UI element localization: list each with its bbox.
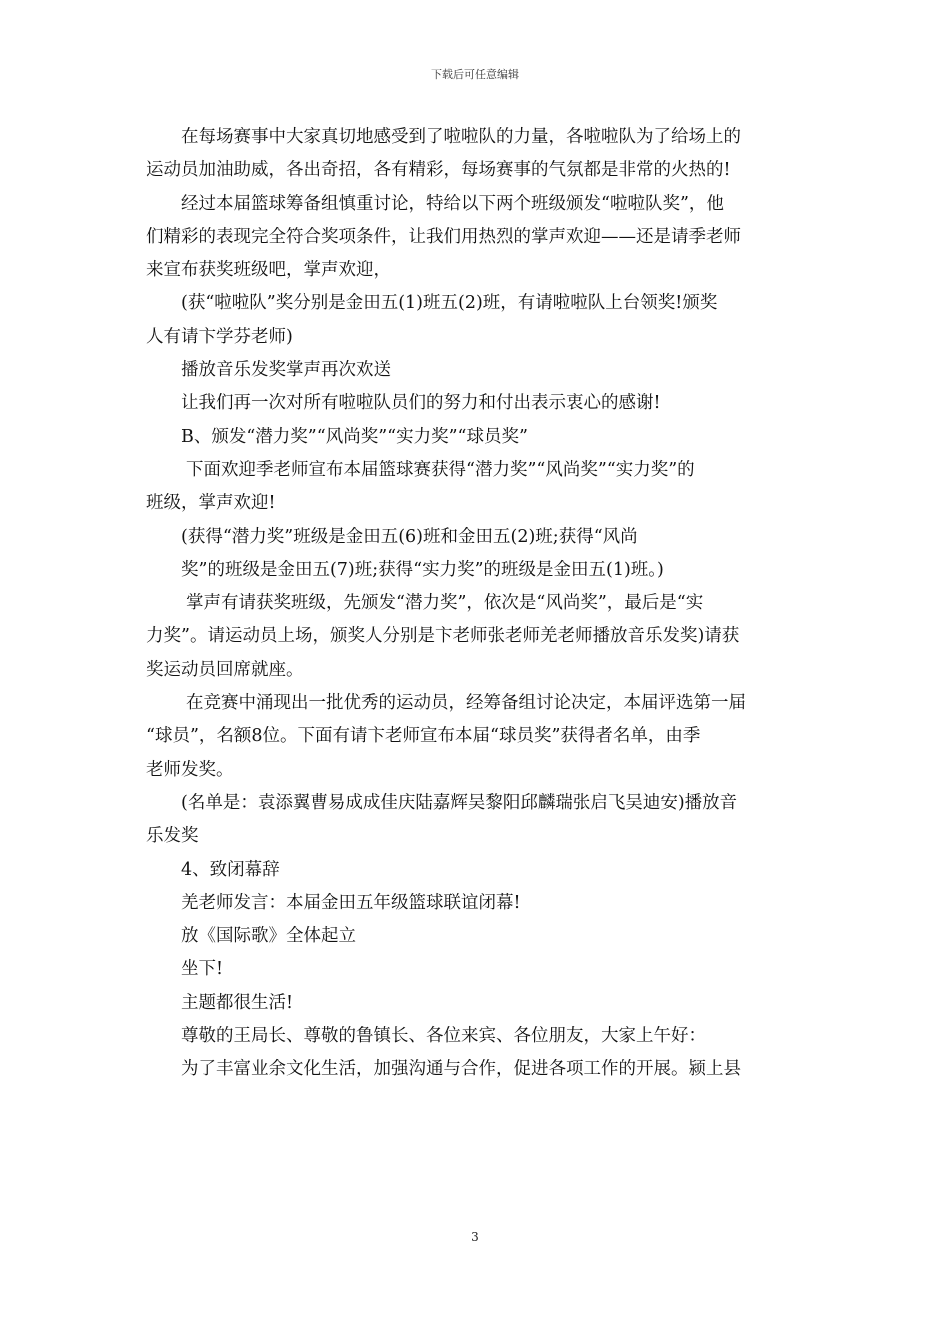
text-line: 班级，掌声欢迎! xyxy=(146,493,276,514)
text-line: 乐发奖 xyxy=(146,826,199,847)
text-line: 放《国际歌》全体起立 xyxy=(181,926,356,947)
text-line: 坐下! xyxy=(181,959,224,980)
text-line: 在竞赛中涌现出一批优秀的运动员，经筹备组讨论决定，本届评选第一届 xyxy=(186,693,746,714)
text-line: 奖运动员回席就座。 xyxy=(146,659,304,680)
text-line: (获得“潜力奖”班级是金田五(6)班和金田五(2)班;获得“风尚 xyxy=(181,526,638,547)
text-line: 播放音乐发奖掌声再次欢送 xyxy=(181,360,391,381)
section-heading: 4、致闭幕辞 xyxy=(181,859,280,880)
text-line: 羌老师发言：本届金田五年级篮球联谊闭幕! xyxy=(181,892,521,913)
text-line: 在每场赛事中大家真切地感受到了啦啦队的力量，各啦啦队为了给场上的 xyxy=(181,127,741,147)
document-body xyxy=(146,121,808,1087)
section-heading: B、颁发“潜力奖”“风尚奖”“实力奖”“球员奖” xyxy=(181,426,528,447)
text-line: 经过本届篮球筹备组慎重讨论，特给以下两个班级颁发“啦啦队奖”，他 xyxy=(181,193,724,214)
text-line: 们精彩的表现完全符合奖项条件，让我们用热烈的掌声欢迎——还是请季老师 xyxy=(146,226,741,247)
text-line: 主题都很生活! xyxy=(181,992,294,1013)
text-line: 为了丰富业余文化生活，加强沟通与合作，促进各项工作的开展。颍上县 xyxy=(181,1059,741,1080)
text-line: 尊敬的王局长、尊敬的鲁镇长、各位来宾、各位朋友，大家上午好： xyxy=(181,1026,706,1047)
text-line: 力奖”。请运动员上场，颁奖人分别是卞老师张老师羌老师播放音乐发奖)请获 xyxy=(146,626,740,647)
text-line: 来宣布获奖班级吧，掌声欢迎， xyxy=(146,260,391,281)
text-line: 让我们再一次对所有啦啦队员们的努力和付出表示衷心的感谢! xyxy=(181,393,661,414)
text-line: 奖”的班级是金田五(7)班;获得“实力奖”的班级是金田五(1)班。) xyxy=(181,559,664,580)
text-line: 运动员加油助威，各出奇招，各有精彩，每场赛事的气氛都是非常的火热的! xyxy=(146,160,731,181)
text-line: (获“啦啦队”奖分别是金田五(1)班五(2)班，有请啦啦队上台领奖!颁奖 xyxy=(181,293,718,314)
text-line: (名单是：袁添翼曹易成成佳庆陆嘉辉吴黎阳邱麟瑞张启飞吴迪安)播放音 xyxy=(181,792,738,813)
text-line: “球员”，名额8位。下面有请卞老师宣布本届“球员奖”获得者名单，由季 xyxy=(146,726,701,747)
text-line: 人有请卞学芬老师) xyxy=(146,326,293,347)
page-number: 3 xyxy=(471,1230,479,1244)
text-line: 下面欢迎季老师宣布本届篮球赛获得“潜力奖”“风尚奖”“实力奖”的 xyxy=(186,459,695,480)
text-line: 掌声有请获奖班级，先颁发“潜力奖”，依次是“风尚奖”，最后是“实 xyxy=(186,593,704,614)
page-header: 下载后可任意编辑 xyxy=(431,68,519,81)
text-line: 老师发奖。 xyxy=(146,759,234,780)
